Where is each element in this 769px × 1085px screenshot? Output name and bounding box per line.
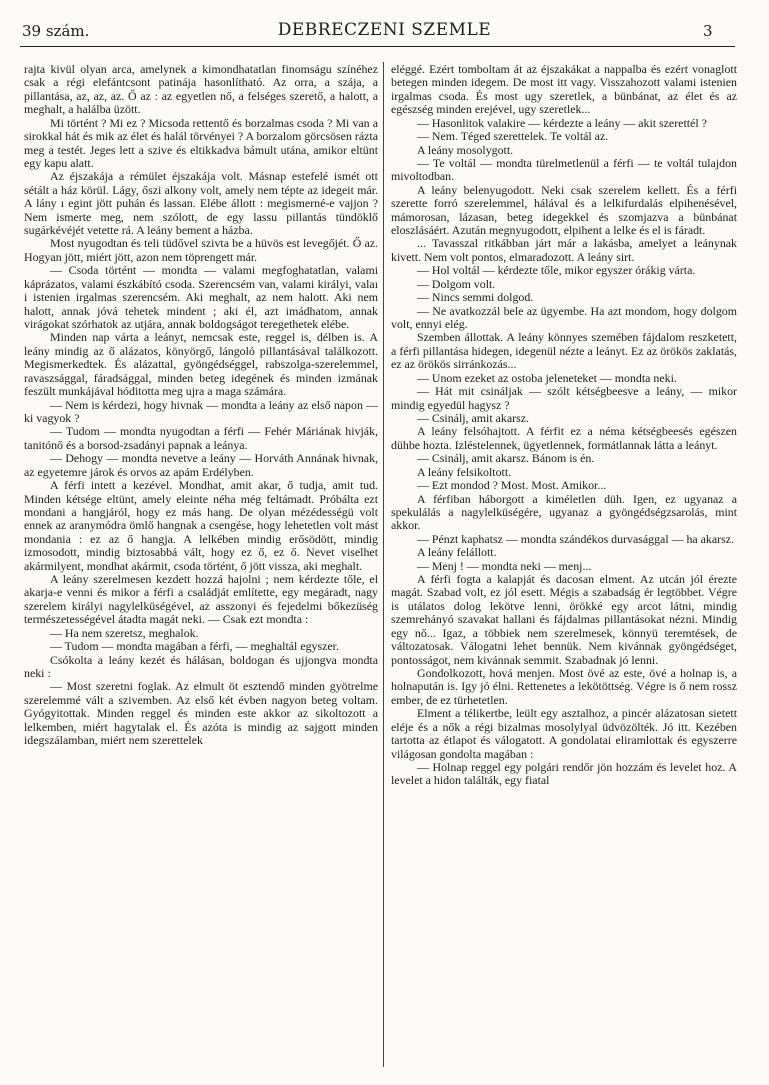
paragraph: A férfiban háborgott a kiméletlen düh. Igen, ez ugyanaz a spekulálás a nagylelküségére, ugyanaz a gyöngédségzsarolás, mint akkor. (391, 491, 737, 533)
paragraph: — Csinálj, amit akarsz. (417, 410, 529, 425)
paragraph: — Csinálj, amit akarsz. Bánom is én. (417, 451, 595, 466)
paragraph: — Te voltál — mondta türelmetlenül a férfi — te voltál tulajdon mivoltodban. (391, 155, 737, 184)
paragraph: rajta kivül olyan arca, amelynek a kimondhatatlan finomságu színéhez csak a régi elefántcsont patinája hasonlítható. Az orra, a szája, a pillantása, az, az, az. Ő az : az egyetlen nő, a felséges szerető, a halott, a meghalt, a halálba üzött. (24, 62, 378, 117)
paragraph: A leány belenyugodott. Neki csak szerelem kellett. És a férfi szerette forró szerelemmel, hálával és a lelkifurdalás elpihenésével, mámorosan, lázasan, beteg idegekkel és szomjazva a bünbánat eloszlásáért. Azután megnyugodott, elpihent a lelke és el is fáradt. (391, 182, 737, 238)
paragraph: — Most szeretni foglak. Az elmult öt esztendő minden gyötrelme szerelemmé vált a szivemben. Az első két évben nagyon beteg voltam. Gyógyitottak. Minden reggel és minden este akkor az sikoltozott a lelkemben, miért hagytalak el. És azóta is mindig az sajgott minden idegszálamban, miért nem szerettelek (24, 679, 378, 748)
paragraph: A férfi intett a kezével. Mondhat, amit akar, ő tudja, amit tud. Minden kétsége eltünt, amely eleinte néha még feltámadt. Próbálta ezt mondani a hangjáról, hogy ez más hang. De olyan mézédességü volt ennek az aranymódra ömlő hangnak a csengése, hogy lehetetlen volt mást mondania : ez az ő hangja. A lelkében mindig erősödött, mindig izmosodott, mindig biztosabbá vált, hogy ez ő, ez ő. Nevet viselhet akármilyent, mondhat akármit, csoda történt, ő jött vissza, aki meghalt. (24, 478, 378, 573)
paragraph: — Hát mit csináljak — szólt kétségbeesve a leány, — mikor mindig egyedül hagysz ? (391, 384, 737, 412)
paragraph: — Ezt mondod ? Most. Most. Amikor... (417, 478, 607, 493)
paragraph: — Dehogy — mondta nevetve a leány — Horváth Annának hivnak, az egyetemre járok és orvos az apám Erdélyben. (24, 451, 378, 479)
paragraph: Minden nap várta a leányt, nemcsak este, reggel is, délben is. A leány mindig az ő alázatos, könyörgő, lángoló pillantásával találkozott. Megismerkedtek. És alázattal, gyöngédséggel, rabszolga-szerelemmel, ravaszsággal, fáradsággal, minden beteg idegének és minden izmának feszült munkájával hóditotta meg ujra a maga számára. (24, 330, 378, 399)
paragraph: — Hol voltál — kérdezte tőle, mikor egyszer órákig várta. (417, 263, 696, 278)
paragraph: Mi történt ? Mi ez ? Micsoda rettentő és borzalmas csoda ? Mi van a sirokkal hát és mik az élet és halál törvényei ? A borzalom görcsösen rázta meg a testét. Jeges lett a szive és eltikkadva bámult utána, amikor eltünt egy kapu alatt. (24, 115, 378, 170)
paragraph: — Unom ezeket az ostoba jeleneteket — mondta neki. (417, 370, 677, 385)
paragraph: Csókolta a leány kezét és hálásan, boldogan és ujjongva mondta neki : (24, 652, 378, 680)
paragraph: A leány szerelmesen kezdett hozzá hajolni ; nem kérdezte tőle, el akarja-e venni és mikor a férfi a családját említette, egy megáradt, nagy szerelem királyi nagylelküségével, az asszonyi és fejedelmi bőkezüség természetességével átadta magát neki. — Csak ezt mondta : (24, 572, 378, 627)
paragraph: eléggé. Ezért tomboltam át az éjszakákat a nappalba és ezért vonaglott betegen minden idegem. De most itt vagy. Visszahozott valami istenien irgalmas csoda. És most ugy szeretlek, a bünbánat, az élet és az egészség minden erejével, ugy szeretlek... (391, 62, 737, 117)
paragraph: — Tudom — mondta magában a férfi, — meghaltál egyszer. (50, 639, 339, 654)
paragraph: — Tudom — mondta nyugodtan a férfi — Fehér Máriának hivják, tanitónő és a borsod-zsadányi papnak a leánya. (24, 424, 378, 452)
right-column (391, 63, 737, 788)
paragraph: — Dolgom volt. (417, 276, 496, 291)
paragraph: A leány felsikoltott. (417, 464, 512, 479)
page-header (0, 0, 769, 52)
paragraph: Az éjszakája a rémület éjszakája volt. Másnap estefelé ismét ott sétált a ház körül. Lágy, őszi alkony volt, amely nem tépte az idegeit már. A lány ı egint jött puhán és lassan. Elébe állott : megismerné-e vajjon ? Nem ismerte meg, nem szólott, de egy lassu pillantás tündöklő sugárkévéjét vetette rá. A leány bement a házba. (24, 169, 378, 238)
header-rule (20, 46, 735, 47)
paragraph: ... Tavasszal ritkábban járt már a lakásba, amelyet a leánynak kivett. Nem volt pontos, elmaradozott. A leány sirt. (391, 236, 737, 264)
paragraph: A férfi fogta a kalapját és dacosan elment. Az utcán jól érezte magát. Szabad volt, ez jól esett. Mégis a szabadság ér legtöbbet. Végre is utálatos dolog lekötve lenni, örökké egy arcot látni, mindig szemrehányó szavakat hallani és fájdalmas pillantásokat nézni. Mindig egy nő... Igaz, a többiek nem szerelmesek, könnyü teremtések, de változatosak. Válogatni lehet bennük. Nem kivánnak gyöngédséget, pontosságot, nem kivánnak semmit. Szabadnak jó lenni. (391, 572, 737, 667)
paragraph: — Menj ! — mondta neki — menj... (417, 558, 592, 573)
paragraph: Most nyugodtan és teli tüdővel szivta be a hüvös est levegőjét. Ő az. Hogyan jött, miért jött, azon nem töprengett már. (24, 236, 378, 264)
paragraph: — Pénzt kaphatsz — mondta szándékos durvasággal — ha akarsz. (417, 531, 734, 546)
paragraph: — Ne avatkozzál bele az ügyembe. Ha azt mondom, hogy dolgom volt, ennyi elég. (391, 303, 737, 332)
left-column (24, 63, 378, 748)
journal-title: DEBRECZENI SZEMLE (277, 20, 492, 40)
paragraph: — Csoda történt — mondta — valami megfoghatatlan, valami káprázatos, valami észkábító csoda. Szerencsém van, valami királyi, valaı i istenien irgalmas szerencsém. Aki meghalt, az nem halott. Aki nem halott, annak jóvá tehetek mindent ; aki él, azt imádhatom, annak virágokat szórhatok az utjára, annak boldogságot teregethetek elébe. (24, 263, 378, 332)
column-divider (383, 62, 384, 1067)
page-number: 3 (703, 22, 713, 40)
paragraph: — Nem. Téged szerettelek. Te voltál az. (417, 129, 609, 144)
paragraph: — Ha nem szeretsz, meghalok. (50, 625, 199, 640)
paragraph: — Nem is kérdezi, hogy hivnak — mondta a leány az első napon — ki vagyok ? (24, 397, 378, 425)
paragraph: — Holnap reggel egy polgári rendőr jön hozzám és levelet hoz. A levelet a hidon találták, egy fiatal (391, 759, 737, 788)
paragraph: — Nincs semmi dolgod. (417, 290, 534, 305)
paragraph: A leány felállott. (417, 545, 497, 560)
paragraph: Gondolkozott, hová menjen. Most övé az este, övé a holnap is, a holnapután is. Igy jó élni. Rettenetes a lekötöttség. Végre is ő nem rossz ember, de ez türhetetlen. (391, 665, 737, 707)
paragraph: Szemben állottak. A leány könnyes szemében fájdalom reszketett, a férfi pillantása hidegen, idegenül nézte a leányt. Ez az örökös zaklatás, ez az örökös sirránkozás... (391, 330, 737, 372)
issue-number: 39 szám. (22, 22, 90, 40)
paragraph: A leány mosolygott. (417, 142, 514, 157)
paragraph: A leány felsóhajtott. A férfit ez a néma kétségbeesés egészen dühbe hozta. Izléstelennek, ügyetlennek, formátlannak látta a leányt. (391, 424, 737, 452)
paragraph: Elment a télikertbe, leült egy asztalhoz, a pincér alázatosan sietett eléje és a nők a régi bizalmas mosolylyal üdvözölték. Jó itt. Kezében tartotta az étlapot és válogatott. A gondolatai eliramlottak és egyszerre világosan gondolta magában : (391, 706, 737, 761)
paragraph: — Hasonlitok valakire — kérdezte a leány — akit szerettél ? (417, 115, 707, 130)
